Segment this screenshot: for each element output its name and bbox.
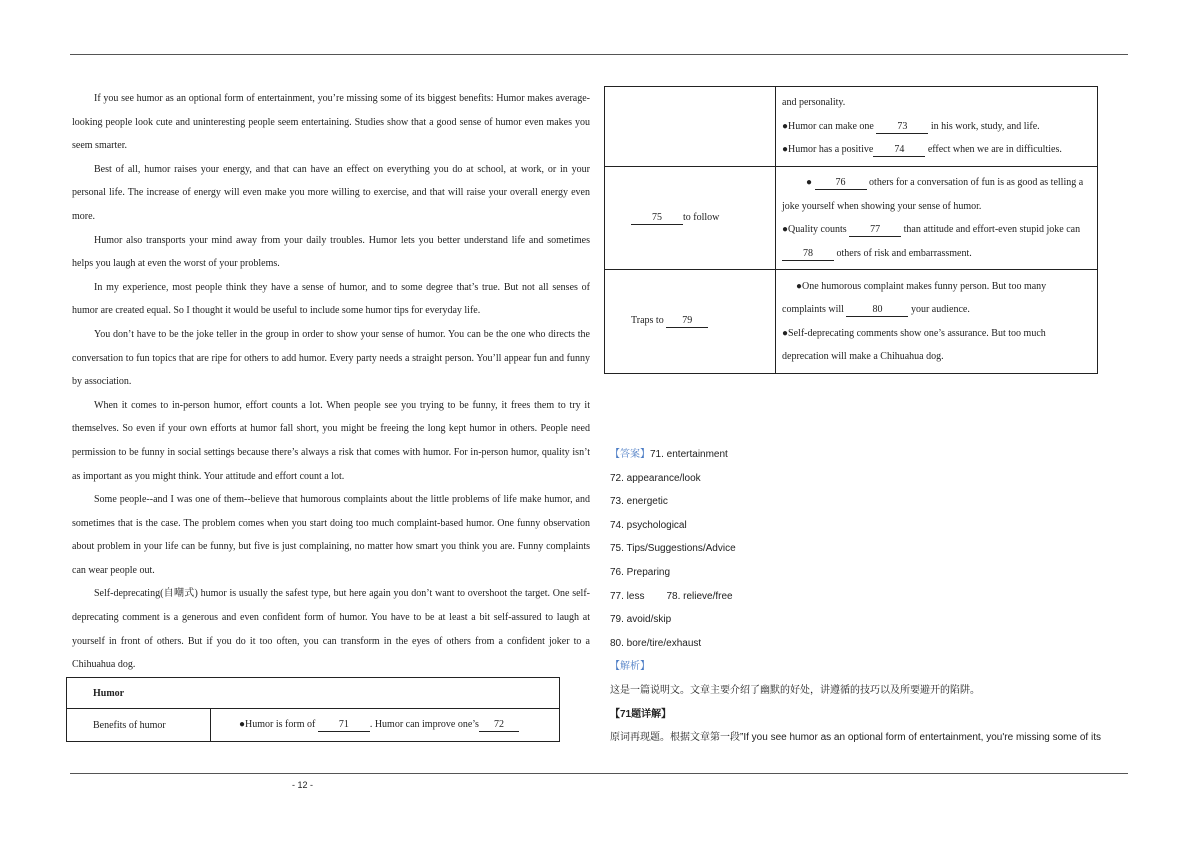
analysis-tag: 【解析】 xyxy=(610,661,650,673)
question-71-text: 原词再现题。根据文章第一段”If you see humor as an optional form of entertainment, you're missing some of its xyxy=(610,732,1101,744)
blank-78: 78 xyxy=(782,248,834,261)
paragraph: If you see humor as an optional form of entertainment, you’re missing some of its biggest benefits: Humor makes average-looking people look cute and uninteresting people seem entertaining. Studies show that a good sense of humor even makes you seem smarter. xyxy=(72,93,590,152)
blank-79: 79 xyxy=(666,315,708,328)
analysis-text: 这是一篇说明文。文章主要介绍了幽默的好处，讲遵循的技巧以及所要避开的陷阱。 xyxy=(610,684,980,696)
answer-tag: 【答案】 xyxy=(610,449,650,460)
answer-line: 77. less xyxy=(610,590,645,602)
benefits-cell: ●Humor is form of 71 . Humor can improve one’s 72 xyxy=(211,709,560,742)
paragraph: You don’t have to be the joke teller in the group in order to show your sense of humor. You can be the one who directs the conversation to fun topics that are ripe for others to add humor. Every party needs a straight person. You’ll appear fun and funny by association. xyxy=(72,328,590,388)
paragraph: Best of all, humor raises your energy, and that can have an effect on everything you do at school, at work, or in your personal life. The increase of energy will even make you more willing to exercise, and that will raise your overall energy even more. xyxy=(72,163,590,222)
answer-line: 80. bore/tire/exhaust xyxy=(610,637,702,649)
blank-80: 80 xyxy=(846,304,908,317)
table-header: Humor xyxy=(67,678,560,709)
answer-line: 74. psychological xyxy=(610,519,687,531)
blank-77: 77 xyxy=(849,224,901,237)
blank-73: 73 xyxy=(876,121,928,134)
answer-line: 76. Preparing xyxy=(610,566,671,578)
blank-74: 74 xyxy=(873,144,925,157)
paragraph: When it comes to in-person humor, effort counts a lot. When people see you trying to be funny, it frees them to try it themselves. So even if your own efforts at humor fall short, you might be freeing the long kept humor in others. People need permission to be funny in social settings because there’s always a risk that comes with humor. For in-person humor, quality isn’t as important as you might think. Your attitude and effort count a lot. xyxy=(72,399,590,482)
blank-71: 71 xyxy=(318,719,370,732)
answer-line: 75. Tips/Suggestions/Advice xyxy=(610,543,736,555)
benefits-cell-continued: and personality. ●Humor can make one 73 in his work, study, and life. ●Humor has a positive 74 effect when we are in difficulties. xyxy=(776,87,1098,167)
paragraph: Self-deprecating(自嘲式) humor is usually the safest type, but here again you don’t want to overshoot the target. One self-deprecating comment is a generous and even confident form of humor. You have to be at least a bit self-assured to laugh at yourself in front of others. But if you do it too often, you can transform in the eyes of others from a confident joker to a Chihuahua dog. xyxy=(72,588,590,671)
answer-line: 79. avoid/skip xyxy=(610,614,672,626)
tips-cell: ● 76 others for a conversation of fun is as good as telling a joke yourself when showing your sense of humor. ●Quality counts 77 than attitude and effort-even stupid joke can 78 others of risk and embarrassment. xyxy=(776,167,1098,270)
answer-line: 72. appearance/look xyxy=(610,472,701,484)
traps-cell: ●One humorous complaint makes funny person. But too many complaints will 80 your audience. ●Self-deprecating comments show one’s assurance. But too much deprecation will make a Chihuahua dog. xyxy=(776,270,1098,374)
benefits-label: Benefits of humor xyxy=(67,709,211,742)
blank-75: 75 xyxy=(631,212,683,225)
paragraph: Some people--and I was one of them--believe that humorous complaints about the little problems of life make humor, and sometimes that is the case. The problem comes when you start doing too much complaint-based humor. One funny observation about problem in your life can be funny, but five is just complaining, no matter how smart you think you are. Funny complaints can wear people out. xyxy=(72,494,590,576)
blank-76: 76 xyxy=(815,177,867,190)
paragraph: Humor also transports your mind away from your daily troubles. Humor lets you better understand life and sometimes helps you laugh at even the worst of your problems. xyxy=(72,234,590,270)
question-71-title: 【71题详解】 xyxy=(610,708,672,720)
traps-label: Traps to 79 xyxy=(605,270,776,374)
blank-72: 72 xyxy=(479,719,519,732)
benefits-label-continued xyxy=(605,87,776,167)
tips-label: 75 to follow xyxy=(605,167,776,270)
footer-rule xyxy=(70,773,1128,774)
answer-line: 73. energetic xyxy=(610,496,668,508)
paragraph: In my experience, most people think they have a sense of humor, and to some degree that’s true. But not all senses of humor are created equal. So I thought it would be useful to include some humor tips for everyday life. xyxy=(72,281,590,317)
answer-section: 【答案】71. entertainment 72. appearance/look 73. energetic 74. psychological 75. Tips/Suggestions/Advice 76. Preparing 77. less 78. relieve/free 79. avoid/skip 80. bore/tire/exhaust 【解析】 这是一篇说明文。文章主要介绍了幽默的好处，讲遵循的技巧以及所要避开的陷阱。 【71题详解】 原词再现题。根据文章第一段”If you see humor as an optional form of entertainment, you're missing some of its xyxy=(610,443,1130,750)
summary-table-part1 xyxy=(66,677,560,742)
answer-line: 78. relieve/free xyxy=(666,590,733,602)
page-number: - 12 - xyxy=(292,780,314,790)
passage xyxy=(72,87,590,677)
header-rule xyxy=(70,54,1128,55)
summary-table-part2 xyxy=(604,86,1098,374)
